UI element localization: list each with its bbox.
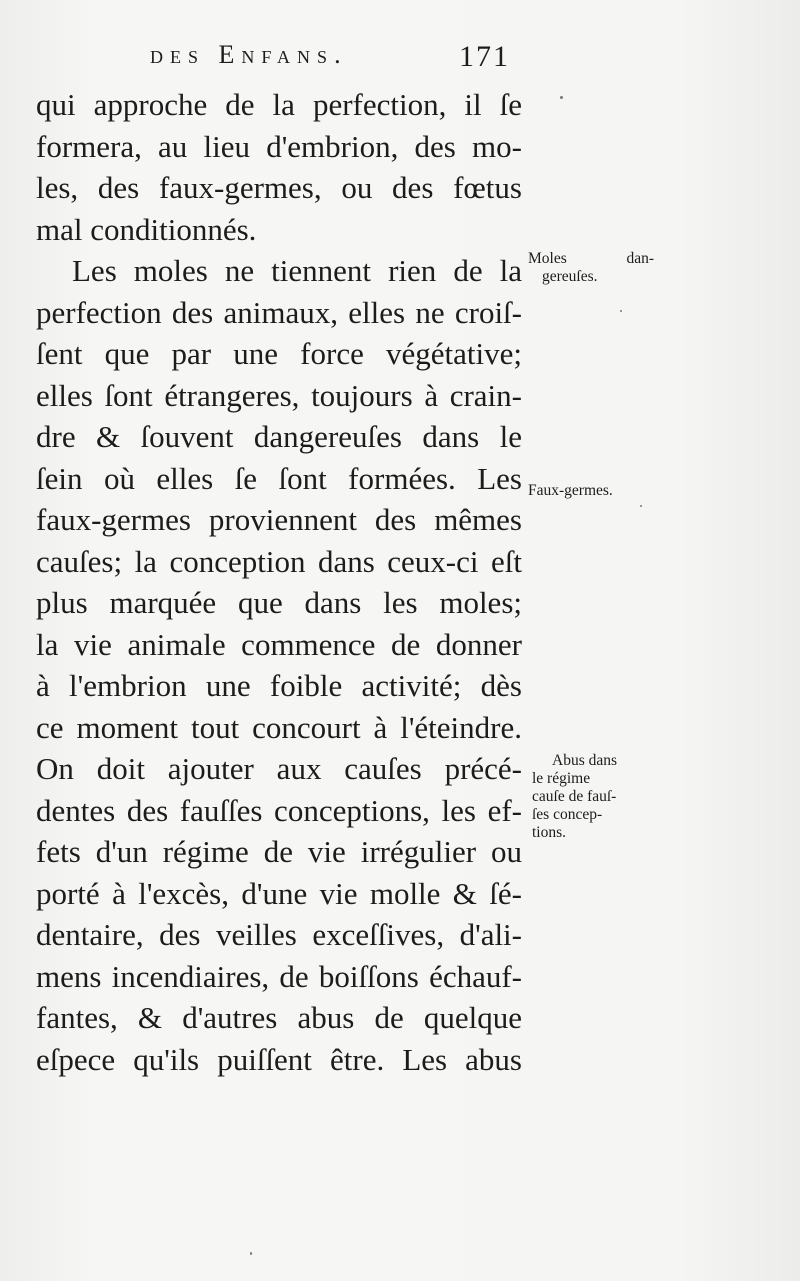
text-line: dentaire, des veilles exceſſives, d'ali- — [36, 917, 522, 952]
body-text — [36, 84, 522, 1080]
text-line: faux-germes proviennent des mêmes — [36, 502, 522, 537]
text-line: à l'embrion une foible activité; dès — [36, 668, 522, 703]
text-line: ſent que par une force végétative; — [36, 336, 522, 371]
text-line: fets d'un régime de vie irrégulier ou — [36, 834, 522, 869]
paper-speck — [640, 505, 642, 507]
margin-note-line: gereuſes. — [542, 268, 598, 285]
text-line: porté à l'excès, d'une vie molle & ſé- — [36, 875, 522, 911]
page-number: 171 — [459, 40, 510, 73]
text-line: elles ſont étrangeres, toujours à crain- — [36, 377, 522, 413]
text-line: perfection des animaux, elles ne croiſ- — [36, 294, 522, 330]
margin-note-line: ſes concep- — [532, 806, 603, 823]
text-line: ſein où elles ſe ſont formées. Les — [36, 460, 522, 496]
margin-note-line: le régime — [532, 770, 591, 787]
text-line: les, des faux-germes, ou des fœtus — [36, 170, 522, 205]
margin-note-faux-germes — [528, 482, 654, 500]
text-line: eſpece qu'ils puiſſent être. Les abus — [36, 1041, 522, 1077]
margin-note-line: Faux-germes. — [528, 482, 613, 499]
text-line: dentes des fauſſes conceptions, les ef- — [36, 792, 522, 828]
text-line: qui approche de la perfection, il ſe — [36, 87, 522, 122]
text-line: fantes, & d'autres abus de quelque — [36, 1000, 522, 1035]
text-line: On doit ajouter aux cauſes précé- — [36, 751, 522, 786]
text-line: mens incendiaires, de boiſſons échauf- — [36, 958, 522, 994]
margin-note-line: Moles dan- — [528, 250, 654, 267]
text-line: ce moment tout concourt à l'éteindre. — [36, 709, 522, 745]
running-head: des Enfans. — [150, 40, 348, 69]
margin-note-line: tions. — [532, 824, 567, 841]
page-header — [150, 38, 520, 78]
paper-speck — [250, 1252, 252, 1255]
margin-note-line: cauſe de fauſ- — [532, 788, 617, 805]
margin-note-abus — [528, 752, 654, 842]
text-line: plus marquée que dans les moles; — [36, 585, 522, 620]
margin-note-moles — [528, 250, 654, 286]
text-line: mal conditionnés. — [36, 211, 257, 247]
text-line: dre & ſouvent dangereuſes dans le — [36, 419, 522, 454]
paper-speck — [620, 310, 622, 312]
text-line: cauſes; la conception dans ceux-ci eſt — [36, 543, 522, 579]
text-line: formera, au lieu d'embrion, des mo- — [36, 128, 522, 164]
paper-speck — [560, 96, 563, 99]
paragraph-start-line: Les moles ne tiennent rien de la — [72, 253, 522, 288]
text-line: la vie animale commence de donner — [36, 626, 522, 662]
margin-note-line: Abus dans — [552, 752, 618, 769]
